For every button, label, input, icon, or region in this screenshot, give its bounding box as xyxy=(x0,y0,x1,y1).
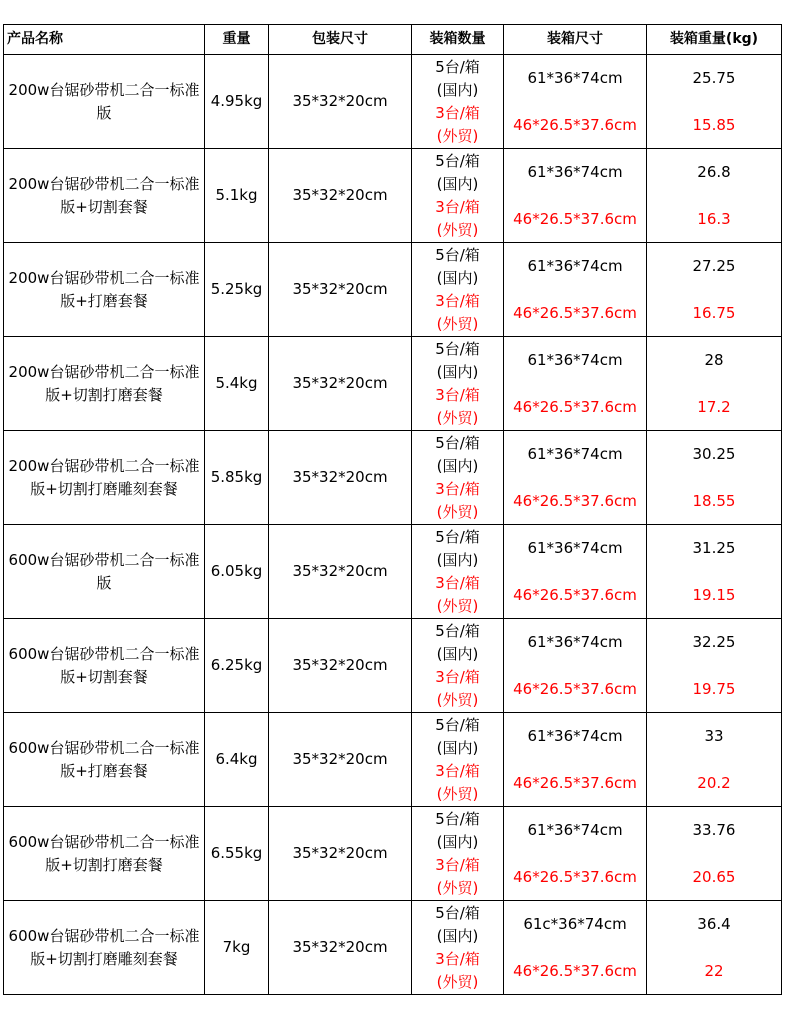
weight-cell: 4.95kg xyxy=(205,55,269,149)
box-size-export: 46*26.5*37.6cm xyxy=(513,491,637,510)
qty-export-count: 3台/箱 xyxy=(435,761,480,780)
qty-domestic-count: 5台/箱 xyxy=(435,57,480,76)
box-weight-cell xyxy=(647,337,782,431)
package-size-cell: 35*32*20cm xyxy=(269,149,412,243)
product-name-cell: 600w台锯砂带机二合一标准版+切割打磨雕刻套餐 xyxy=(4,901,205,995)
box-size-cell xyxy=(504,243,647,337)
box-size-cell xyxy=(504,525,647,619)
qty-export-count: 3台/箱 xyxy=(435,667,480,686)
box-size-cell xyxy=(504,713,647,807)
qty-domestic-count: 5台/箱 xyxy=(435,433,480,452)
box-size-cell xyxy=(504,337,647,431)
box-quantity-cell xyxy=(412,55,504,149)
qty-domestic-count: 5台/箱 xyxy=(435,527,480,546)
box-weight-domestic: 30.25 xyxy=(692,444,736,463)
qty-export-count: 3台/箱 xyxy=(435,103,480,122)
table-row xyxy=(4,337,782,431)
box-weight-cell xyxy=(647,807,782,901)
header-box-weight: 装箱重量(kg) xyxy=(647,25,782,55)
product-name-cell: 200w台锯砂带机二合一标准版+切割打磨套餐 xyxy=(4,337,205,431)
qty-export-count: 3台/箱 xyxy=(435,573,480,592)
box-weight-export: 20.2 xyxy=(697,773,731,792)
qty-export-label: (外贸) xyxy=(436,220,479,239)
box-size-domestic: 61*36*74cm xyxy=(527,162,623,181)
box-weight-cell xyxy=(647,55,782,149)
box-weight-export: 19.75 xyxy=(692,679,736,698)
qty-domestic-label: (国内) xyxy=(436,926,479,945)
box-weight-cell xyxy=(647,431,782,525)
box-quantity-cell xyxy=(412,901,504,995)
box-size-domestic: 61*36*74cm xyxy=(527,538,623,557)
table-row xyxy=(4,713,782,807)
table-row xyxy=(4,243,782,337)
qty-export-count: 3台/箱 xyxy=(435,479,480,498)
product-name-cell: 200w台锯砂带机二合一标准版+切割打磨雕刻套餐 xyxy=(4,431,205,525)
qty-export-label: (外贸) xyxy=(436,596,479,615)
box-quantity-cell xyxy=(412,619,504,713)
package-size-cell: 35*32*20cm xyxy=(269,713,412,807)
qty-domestic-count: 5台/箱 xyxy=(435,809,480,828)
qty-domestic-label: (国内) xyxy=(436,550,479,569)
qty-domestic-label: (国内) xyxy=(436,832,479,851)
qty-export-label: (外贸) xyxy=(436,784,479,803)
box-size-cell xyxy=(504,901,647,995)
box-size-export: 46*26.5*37.6cm xyxy=(513,115,637,134)
product-name-cell: 600w台锯砂带机二合一标准版+打磨套餐 xyxy=(4,713,205,807)
product-name-cell: 200w台锯砂带机二合一标准版 xyxy=(4,55,205,149)
box-size-domestic: 61*36*74cm xyxy=(527,444,623,463)
header-row xyxy=(4,25,782,55)
package-size-cell: 35*32*20cm xyxy=(269,431,412,525)
qty-domestic-label: (国内) xyxy=(436,80,479,99)
weight-cell: 6.05kg xyxy=(205,525,269,619)
weight-cell: 6.55kg xyxy=(205,807,269,901)
weight-cell: 7kg xyxy=(205,901,269,995)
box-weight-cell xyxy=(647,619,782,713)
qty-export-label: (外贸) xyxy=(436,690,479,709)
qty-domestic-count: 5台/箱 xyxy=(435,151,480,170)
box-size-domestic: 61*36*74cm xyxy=(527,632,623,651)
box-size-domestic: 61*36*74cm xyxy=(527,256,623,275)
qty-domestic-label: (国内) xyxy=(436,738,479,757)
weight-cell: 5.1kg xyxy=(205,149,269,243)
box-weight-domestic: 25.75 xyxy=(692,68,736,87)
weight-cell: 6.4kg xyxy=(205,713,269,807)
box-size-cell xyxy=(504,807,647,901)
box-size-cell xyxy=(504,55,647,149)
box-weight-export: 18.55 xyxy=(692,491,736,510)
box-weight-export: 15.85 xyxy=(692,115,736,134)
box-weight-export: 20.65 xyxy=(692,867,736,886)
qty-export-count: 3台/箱 xyxy=(435,385,480,404)
box-size-domestic: 61*36*74cm xyxy=(527,820,623,839)
box-weight-export: 16.75 xyxy=(692,303,736,322)
weight-cell: 5.85kg xyxy=(205,431,269,525)
box-size-domestic: 61*36*74cm xyxy=(527,350,623,369)
box-size-export: 46*26.5*37.6cm xyxy=(513,773,637,792)
box-size-export: 46*26.5*37.6cm xyxy=(513,867,637,886)
box-size-domestic: 61c*36*74cm xyxy=(523,914,627,933)
weight-cell: 6.25kg xyxy=(205,619,269,713)
table-row xyxy=(4,525,782,619)
box-quantity-cell xyxy=(412,243,504,337)
weight-cell: 5.25kg xyxy=(205,243,269,337)
product-name-cell: 600w台锯砂带机二合一标准版 xyxy=(4,525,205,619)
box-size-export: 46*26.5*37.6cm xyxy=(513,679,637,698)
box-weight-domestic: 36.4 xyxy=(697,914,731,933)
box-size-export: 46*26.5*37.6cm xyxy=(513,585,637,604)
box-weight-domestic: 31.25 xyxy=(692,538,736,557)
box-size-domestic: 61*36*74cm xyxy=(527,726,623,745)
box-quantity-cell xyxy=(412,149,504,243)
package-size-cell: 35*32*20cm xyxy=(269,243,412,337)
qty-export-count: 3台/箱 xyxy=(435,855,480,874)
box-size-cell xyxy=(504,619,647,713)
package-size-cell: 35*32*20cm xyxy=(269,901,412,995)
qty-domestic-label: (国内) xyxy=(436,456,479,475)
box-weight-domestic: 26.8 xyxy=(697,162,731,181)
box-weight-domestic: 33.76 xyxy=(692,820,736,839)
box-weight-cell xyxy=(647,149,782,243)
package-size-cell: 35*32*20cm xyxy=(269,525,412,619)
qty-export-count: 3台/箱 xyxy=(435,197,480,216)
qty-domestic-label: (国内) xyxy=(436,268,479,287)
qty-export-label: (外贸) xyxy=(436,126,479,145)
box-weight-domestic: 32.25 xyxy=(692,632,736,651)
product-name-cell: 200w台锯砂带机二合一标准版+打磨套餐 xyxy=(4,243,205,337)
qty-export-count: 3台/箱 xyxy=(435,949,480,968)
qty-domestic-count: 5台/箱 xyxy=(435,903,480,922)
qty-domestic-label: (国内) xyxy=(436,644,479,663)
qty-export-count: 3台/箱 xyxy=(435,291,480,310)
qty-export-label: (外贸) xyxy=(436,972,479,991)
box-weight-domestic: 28 xyxy=(704,350,724,369)
package-size-cell: 35*32*20cm xyxy=(269,619,412,713)
box-weight-export: 19.15 xyxy=(692,585,736,604)
header-weight: 重量 xyxy=(205,25,269,55)
table-row xyxy=(4,431,782,525)
qty-domestic-label: (国内) xyxy=(436,174,479,193)
box-quantity-cell xyxy=(412,807,504,901)
header-product-name: 产品名称 xyxy=(4,25,205,55)
package-size-cell: 35*32*20cm xyxy=(269,337,412,431)
header-box-size: 装箱尺寸 xyxy=(504,25,647,55)
header-box-quantity: 装箱数量 xyxy=(412,25,504,55)
box-weight-export: 17.2 xyxy=(697,397,731,416)
box-size-cell xyxy=(504,149,647,243)
table-body xyxy=(4,55,782,995)
box-size-export: 46*26.5*37.6cm xyxy=(513,209,637,228)
box-weight-cell xyxy=(647,525,782,619)
table-row xyxy=(4,149,782,243)
box-weight-domestic: 27.25 xyxy=(692,256,736,275)
package-size-cell: 35*32*20cm xyxy=(269,55,412,149)
table-row xyxy=(4,55,782,149)
box-size-cell xyxy=(504,431,647,525)
package-size-cell: 35*32*20cm xyxy=(269,807,412,901)
product-name-cell: 200w台锯砂带机二合一标准版+切割套餐 xyxy=(4,149,205,243)
box-quantity-cell xyxy=(412,713,504,807)
box-weight-domestic: 33 xyxy=(704,726,724,745)
table-row xyxy=(4,619,782,713)
qty-domestic-count: 5台/箱 xyxy=(435,339,480,358)
packing-spec-table xyxy=(3,24,782,995)
qty-domestic-label: (国内) xyxy=(436,362,479,381)
box-quantity-cell xyxy=(412,337,504,431)
box-weight-export: 22 xyxy=(704,961,724,980)
qty-export-label: (外贸) xyxy=(436,408,479,427)
box-weight-cell xyxy=(647,901,782,995)
box-weight-cell xyxy=(647,243,782,337)
table-row xyxy=(4,901,782,995)
weight-cell: 5.4kg xyxy=(205,337,269,431)
qty-export-label: (外贸) xyxy=(436,502,479,521)
box-size-domestic: 61*36*74cm xyxy=(527,68,623,87)
box-weight-export: 16.3 xyxy=(697,209,731,228)
qty-domestic-count: 5台/箱 xyxy=(435,245,480,264)
box-quantity-cell xyxy=(412,431,504,525)
product-name-cell: 600w台锯砂带机二合一标准版+切割打磨套餐 xyxy=(4,807,205,901)
box-size-export: 46*26.5*37.6cm xyxy=(513,961,637,980)
box-weight-cell xyxy=(647,713,782,807)
box-quantity-cell xyxy=(412,525,504,619)
box-size-export: 46*26.5*37.6cm xyxy=(513,303,637,322)
header-package-size: 包装尺寸 xyxy=(269,25,412,55)
product-name-cell: 600w台锯砂带机二合一标准版+切割套餐 xyxy=(4,619,205,713)
box-size-export: 46*26.5*37.6cm xyxy=(513,397,637,416)
qty-domestic-count: 5台/箱 xyxy=(435,621,480,640)
table-row xyxy=(4,807,782,901)
qty-export-label: (外贸) xyxy=(436,878,479,897)
qty-domestic-count: 5台/箱 xyxy=(435,715,480,734)
qty-export-label: (外贸) xyxy=(436,314,479,333)
